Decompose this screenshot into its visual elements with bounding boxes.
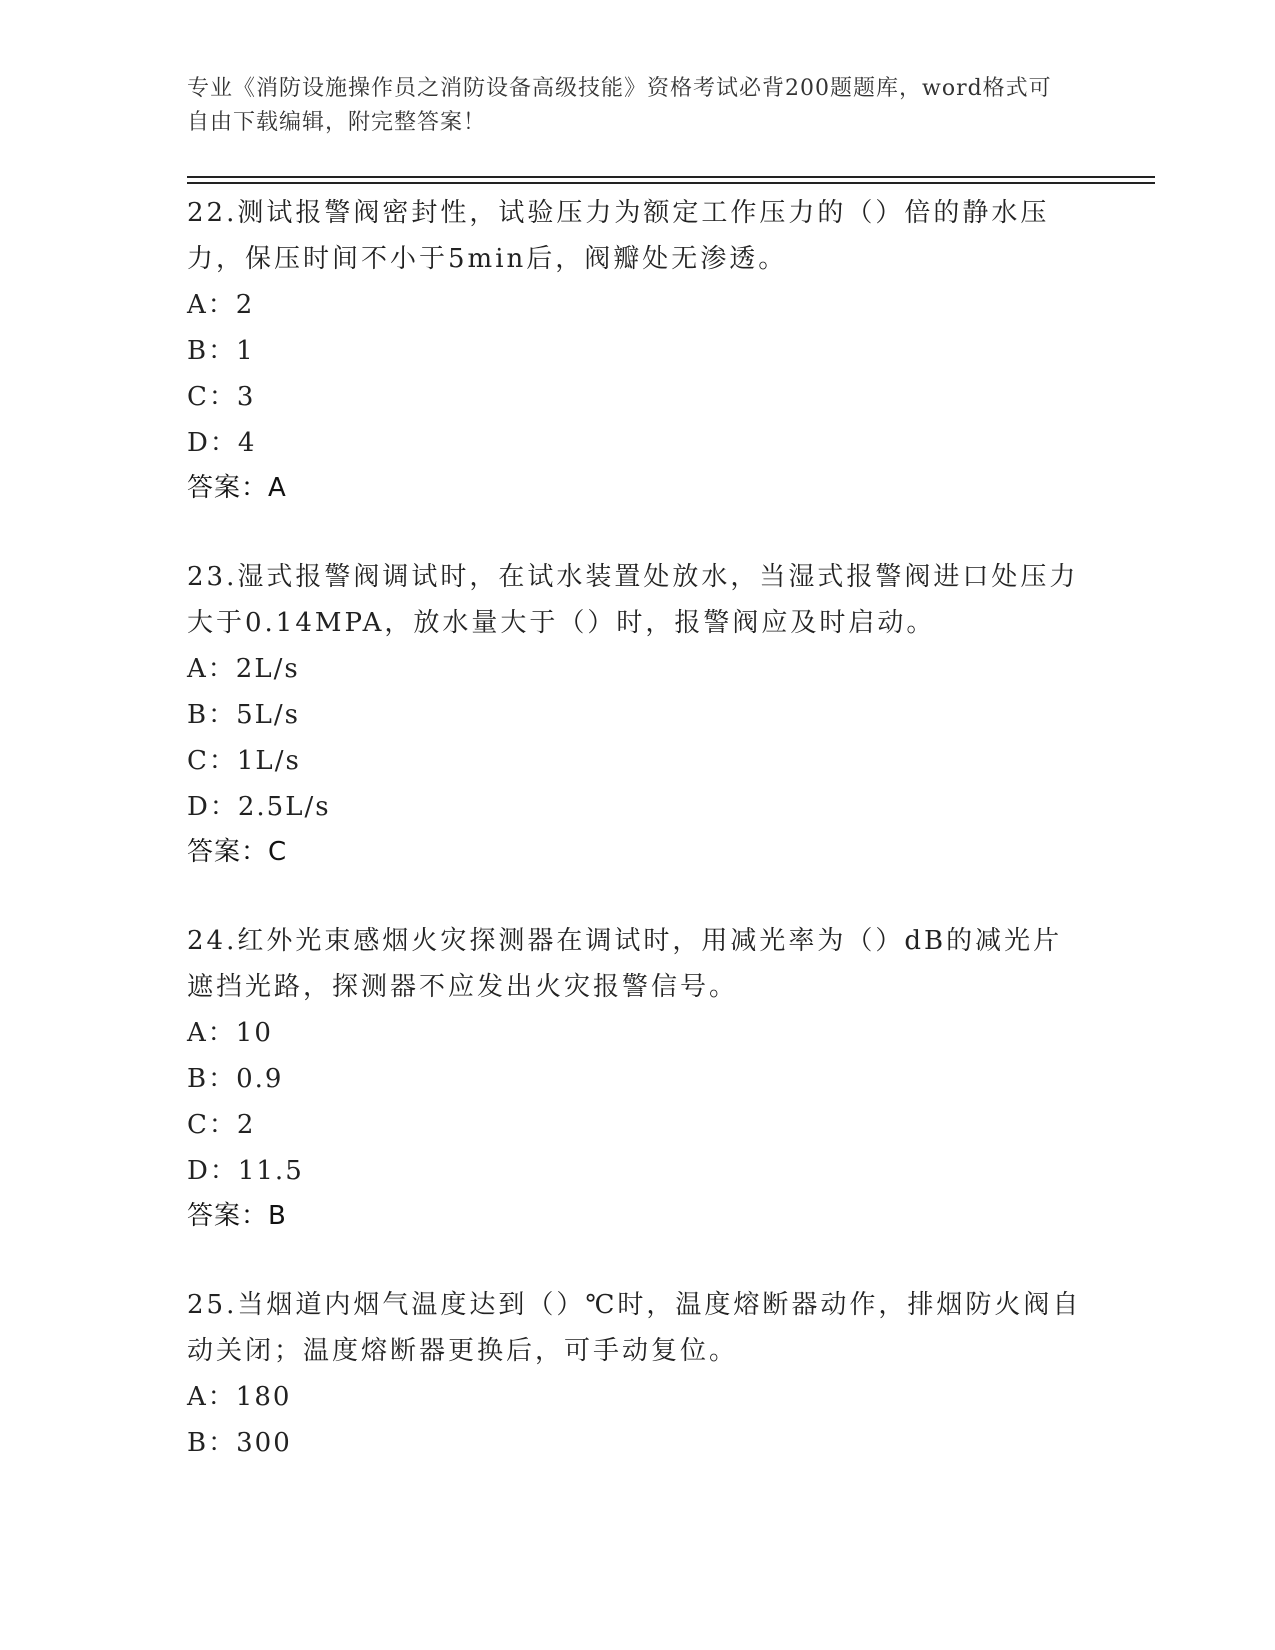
option-a: A：2L/s (187, 654, 300, 684)
option-b: B：300 (187, 1428, 292, 1458)
question-stem: 23.湿式报警阀调试时，在试水装置处放水，当湿式报警阀进口处压力大于0.14MPA，放水量大于（）时，报警阀应及时启动。 (187, 562, 1079, 638)
header-rule-top (187, 176, 1155, 178)
option-c: C：1L/s (187, 746, 301, 776)
question-23 (187, 554, 1087, 874)
question-stem: 25.当烟道内烟气温度达到（）℃时，温度熔断器动作，排烟防火阀自动关闭；温度熔断器更换后，可手动复位。 (187, 1290, 1082, 1366)
option-a: A：180 (187, 1382, 292, 1412)
option-c: C：3 (187, 382, 256, 412)
option-a: A：2 (187, 290, 255, 320)
answer-line: 答案：C (187, 837, 288, 867)
option-d: D：2.5L/s (187, 792, 331, 822)
option-b: B：0.9 (187, 1064, 284, 1094)
answer-line: 答案：B (187, 1201, 287, 1231)
header-rule-bottom (187, 182, 1155, 184)
option-d: D：4 (187, 428, 257, 458)
option-b: B：1 (187, 336, 255, 366)
question-list (187, 190, 1087, 1510)
question-24 (187, 918, 1087, 1238)
option-c: C：2 (187, 1110, 256, 1140)
question-stem: 22.测试报警阀密封性，试验压力为额定工作压力的（）倍的静水压力，保压时间不小于5min后，阀瓣处无渗透。 (187, 198, 1050, 274)
option-b: B：5L/s (187, 700, 301, 730)
document-header: 专业《消防设施操作员之消防设备高级技能》资格考试必背200题题库，word格式可自由下载编辑，附完整答案！ (187, 76, 1052, 135)
answer-line: 答案：A (187, 473, 287, 503)
option-d: D：11.5 (187, 1156, 304, 1186)
question-22 (187, 190, 1087, 510)
question-25 (187, 1282, 1087, 1466)
question-stem: 24.红外光束感烟火灾探测器在调试时，用减光率为（）dB的减光片遮挡光路，探测器不应发出火灾报警信号。 (187, 926, 1063, 1002)
option-a: A：10 (187, 1018, 273, 1048)
